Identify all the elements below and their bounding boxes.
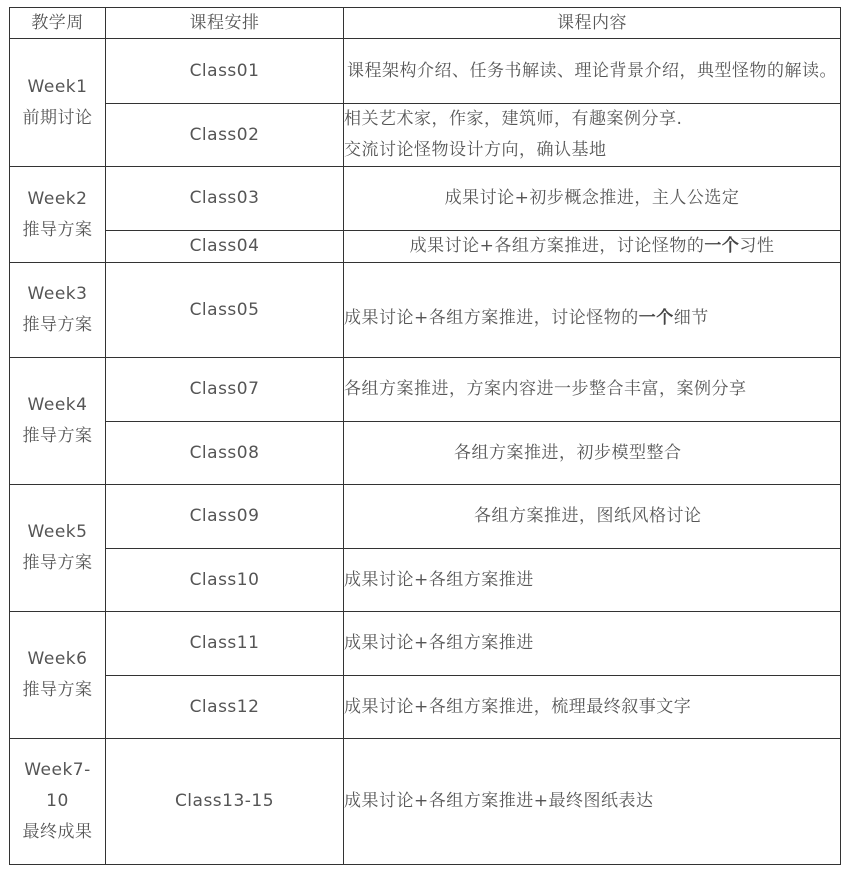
- content-cell: [344, 104, 841, 167]
- content-text: 习性: [739, 236, 775, 256]
- table-row: [10, 422, 841, 485]
- week-title: 推导方案: [22, 219, 93, 240]
- week-title: 推导方案: [22, 315, 93, 335]
- table-row: [10, 167, 841, 231]
- class-cell: Class12: [106, 676, 344, 739]
- week-cell: [10, 39, 106, 167]
- header-content: 课程内容: [344, 8, 841, 39]
- content-cell: [344, 231, 841, 263]
- week-number: Week2: [27, 188, 88, 209]
- week-cell: [10, 358, 106, 485]
- week-number: Week1: [27, 76, 88, 97]
- table-row: [10, 358, 841, 422]
- class-cell: Class05: [106, 263, 344, 358]
- week-title: 最终成果: [22, 822, 93, 842]
- week-cell: [10, 612, 106, 739]
- content-cell: 各组方案推进，初步模型整合: [344, 422, 841, 485]
- content-highlight: 一个: [704, 236, 740, 256]
- course-schedule-table: [9, 7, 841, 865]
- class-cell: Class03: [106, 167, 344, 231]
- class-cell: Class07: [106, 358, 344, 422]
- class-cell: Class09: [106, 485, 344, 549]
- class-cell: Class13-15: [106, 739, 344, 865]
- content-cell: 各组方案推进，图纸风格讨论: [344, 485, 841, 549]
- table-row: [10, 263, 841, 358]
- header-schedule: 课程安排: [106, 8, 344, 39]
- content-cell: [344, 263, 841, 358]
- week-number: Week7-10: [24, 760, 91, 811]
- content-text: 成果讨论+各组方案推进，讨论怪物的: [409, 236, 705, 256]
- week-number: Week6: [27, 649, 88, 669]
- content-line: 交流讨论怪物设计方向，确认基地: [344, 140, 607, 160]
- header-week: 教学周: [10, 8, 106, 39]
- week-title: 前期讨论: [22, 107, 93, 128]
- week-number: Week4: [27, 395, 88, 415]
- table-row: [10, 231, 841, 263]
- table-row: [10, 485, 841, 549]
- week-cell: [10, 739, 106, 865]
- week-title: 推导方案: [22, 680, 93, 700]
- table-row: [10, 39, 841, 104]
- content-cell: 课程架构介绍、任务书解读、理论背景介绍，典型怪物的解读。: [344, 39, 841, 104]
- week-title: 推导方案: [22, 426, 93, 446]
- content-line: 相关艺术家，作家，建筑师，有趣案例分享.: [344, 109, 683, 129]
- content-cell: 成果讨论+各组方案推进+最终图纸表达: [344, 739, 841, 865]
- content-text: 成果讨论+各组方案推进，讨论怪物的: [344, 307, 639, 328]
- content-cell: 成果讨论+各组方案推进，梳理最终叙事文字: [344, 676, 841, 739]
- week-title: 推导方案: [22, 553, 93, 573]
- content-cell: 成果讨论+初步概念推进，主人公选定: [344, 167, 841, 231]
- content-cell: 成果讨论+各组方案推进: [344, 612, 841, 676]
- table-row: [10, 676, 841, 739]
- content-text: 细节: [673, 307, 709, 328]
- table-row: [10, 739, 841, 865]
- week-number: Week5: [27, 522, 88, 542]
- class-cell: Class04: [106, 231, 344, 263]
- week-cell: [10, 263, 106, 358]
- week-cell: [10, 167, 106, 263]
- table-row: [10, 612, 841, 676]
- table-row: [10, 549, 841, 612]
- content-highlight: 一个: [638, 307, 674, 328]
- week-cell: [10, 485, 106, 612]
- class-cell: Class11: [106, 612, 344, 676]
- header-row: [10, 8, 841, 39]
- content-cell: 各组方案推进，方案内容进一步整合丰富，案例分享: [344, 358, 841, 422]
- week-number: Week3: [27, 284, 88, 304]
- class-cell: Class01: [106, 39, 344, 104]
- table-row: [10, 104, 841, 167]
- class-cell: Class02: [106, 104, 344, 167]
- class-cell: Class08: [106, 422, 344, 485]
- content-cell: 成果讨论+各组方案推进: [344, 549, 841, 612]
- class-cell: Class10: [106, 549, 344, 612]
